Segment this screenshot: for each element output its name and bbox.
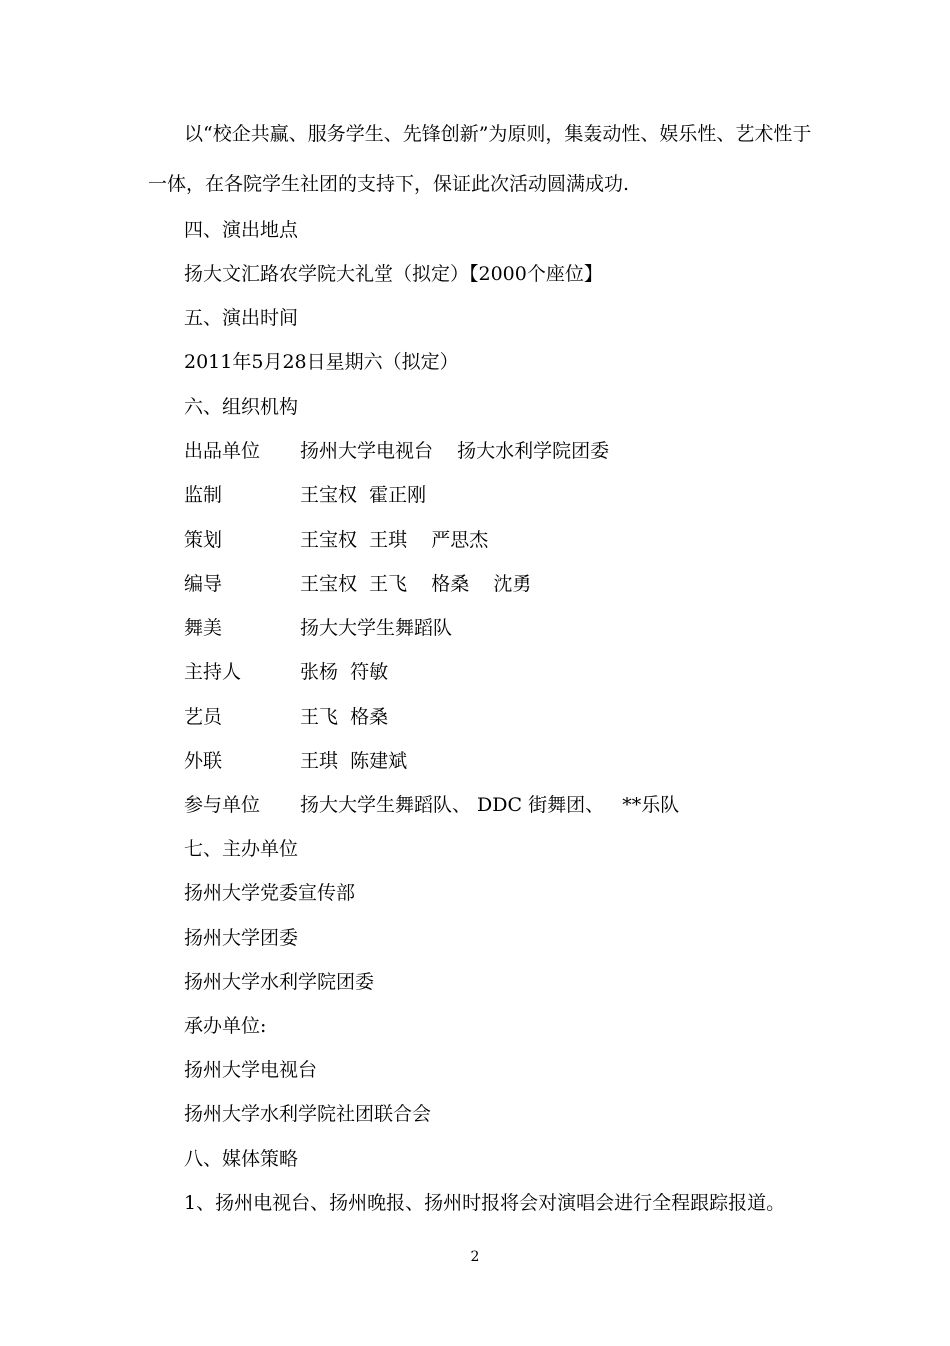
org-label: 艺员 [184, 706, 223, 728]
host-item: 扬州大学水利学院团委 [184, 971, 375, 993]
org-value: 扬大大学生舞蹈队 [300, 617, 453, 639]
section-6-heading: 六、组织机构 [184, 396, 299, 418]
section-7-heading: 七、主办单位 [184, 838, 299, 860]
org-label: 舞美 [184, 617, 223, 639]
organizer-item: 扬州大学水利学院社团联合会 [184, 1103, 432, 1125]
org-label: 外联 [184, 750, 223, 772]
org-value: 王琪 陈建斌 [300, 750, 408, 772]
section-5-heading: 五、演出时间 [184, 307, 299, 329]
org-value: 王宝权 霍正刚 [300, 484, 427, 506]
org-label: 监制 [184, 484, 223, 506]
date-text: 2011年5月28日星期六（拟定） [184, 351, 459, 373]
org-value: 王飞 格桑 [300, 706, 389, 728]
page-number: 2 [470, 1249, 480, 1265]
org-label: 参与单位 [184, 794, 261, 816]
org-label: 出品单位 [184, 440, 261, 462]
org-value: 王宝权 王琪 严思杰 [300, 529, 489, 551]
media-item-1: 1、扬州电视台、扬州晚报、扬州时报将会对演唱会进行全程跟踪报道。 [184, 1192, 786, 1214]
org-label: 策划 [184, 529, 223, 551]
section-4-heading: 四、演出地点 [184, 219, 299, 241]
venue-text: 扬大文汇路农学院大礼堂（拟定）【2000个座位】 [184, 263, 603, 285]
organizer-heading: 承办单位: [184, 1015, 267, 1037]
org-value: 扬州大学电视台 扬大水利学院团委 [300, 440, 610, 462]
org-value: 王宝权 王飞 格桑 沈勇 [300, 573, 532, 595]
org-value: 张杨 符敏 [300, 661, 389, 683]
intro-line-2: 一体，在各院学生社团的支持下，保证此次活动圆满成功. [148, 173, 630, 195]
org-label: 主持人 [184, 661, 242, 683]
org-value: 扬大大学生舞蹈队、 DDC 街舞团、 **乐队 [300, 794, 680, 816]
organizer-item: 扬州大学电视台 [184, 1059, 318, 1081]
org-label: 编导 [184, 573, 223, 595]
host-item: 扬州大学团委 [184, 927, 299, 949]
host-item: 扬州大学党委宣传部 [184, 882, 356, 904]
intro-line-1: 以“校企共赢、服务学生、先锋创新”为原则，集轰动性、娱乐性、艺术性于 [184, 123, 812, 145]
section-8-heading: 八、媒体策略 [184, 1148, 299, 1170]
